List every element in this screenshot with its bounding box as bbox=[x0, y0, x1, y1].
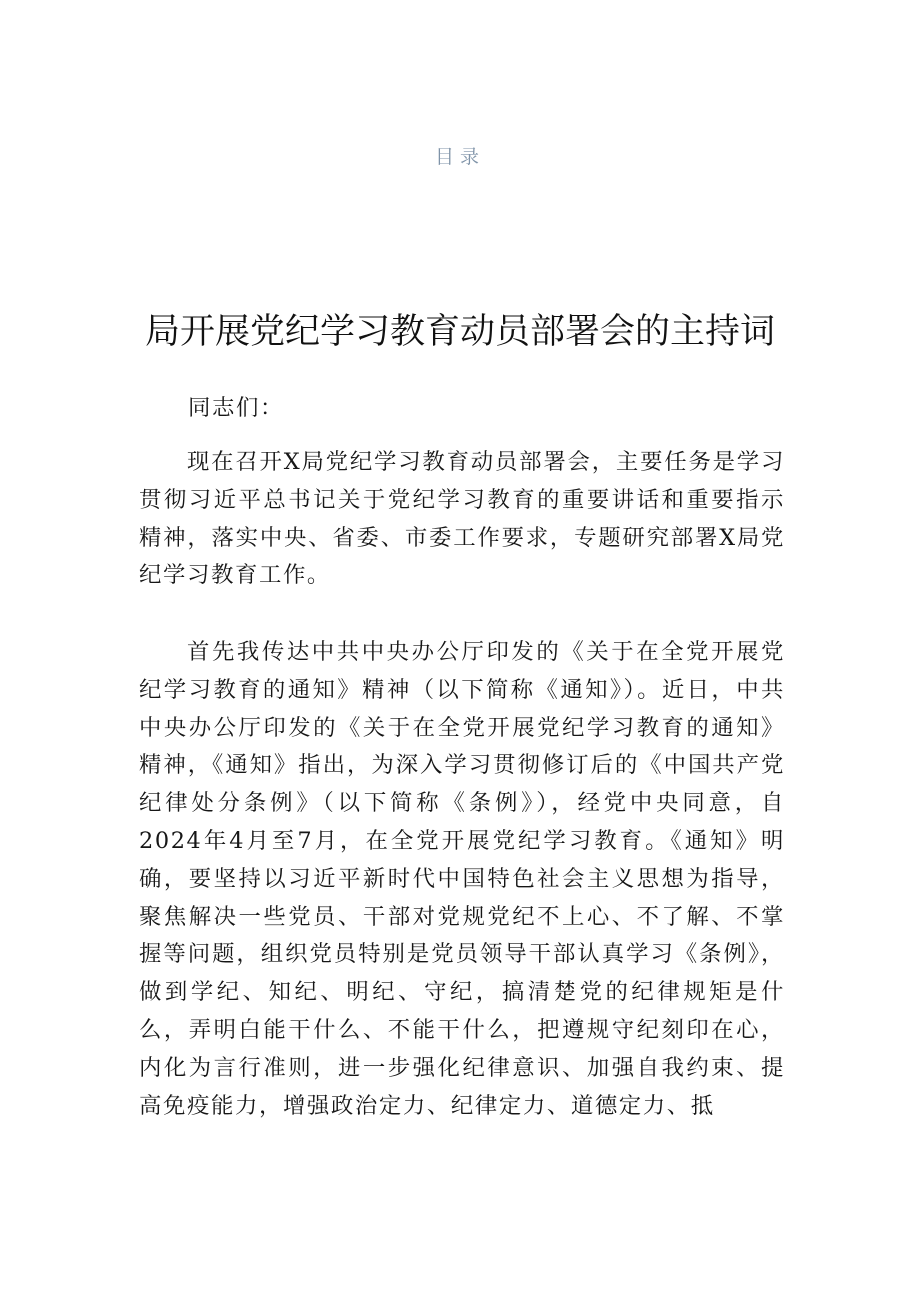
paragraph: 现在召开X局党纪学习教育动员部署会，主要任务是学习贯彻习近平总书记关于党纪学习教育的重要讲话和重要指示精神，落实中央、省委、市委工作要求，专题研究部署X局党纪学习教育工作。 bbox=[139, 449, 785, 589]
paragraph: 首先我传达中共中央办公厅印发的《关于在全党开展党纪学习教育的通知》精神（以下简称《通知》）。近日，中共中央办公厅印发的《关于在全党开展党纪学习教育的通知》精神，《通知》指出，为深入学习贯彻修订后的《中国共产党纪律处分条例》（以下简称《条例》），经党中央同意，自2024年4月至7月，在全党开展党纪学习教育。《通知》明确，要坚持以习近平新时代中国特色社会主义思想为指导，聚焦解决一些党员、干部对党规党纪不上心、不了解、不掌握等问题，组织党员特别是党员领导干部认真学习《条例》，做到学纪、知纪、明纪、守纪，搞清楚党的纪律规矩是什么，弄明白能干什么、不能干什么，把遵规守纪刻印在心，内化为言行准则，进一步强化纪律意识、加强自我约束、提高免疫能力，增强政治定力、纪律定力、道德定力、抵 bbox=[139, 639, 785, 1119]
paragraph-1-container bbox=[139, 444, 785, 595]
paragraph-2-container bbox=[139, 634, 785, 1125]
greeting: 同志们： bbox=[188, 395, 284, 421]
document-title: 局开展党纪学习教育动员部署会的主持词 bbox=[144, 312, 775, 352]
table-of-contents-heading[interactable]: 目录 bbox=[434, 146, 485, 168]
